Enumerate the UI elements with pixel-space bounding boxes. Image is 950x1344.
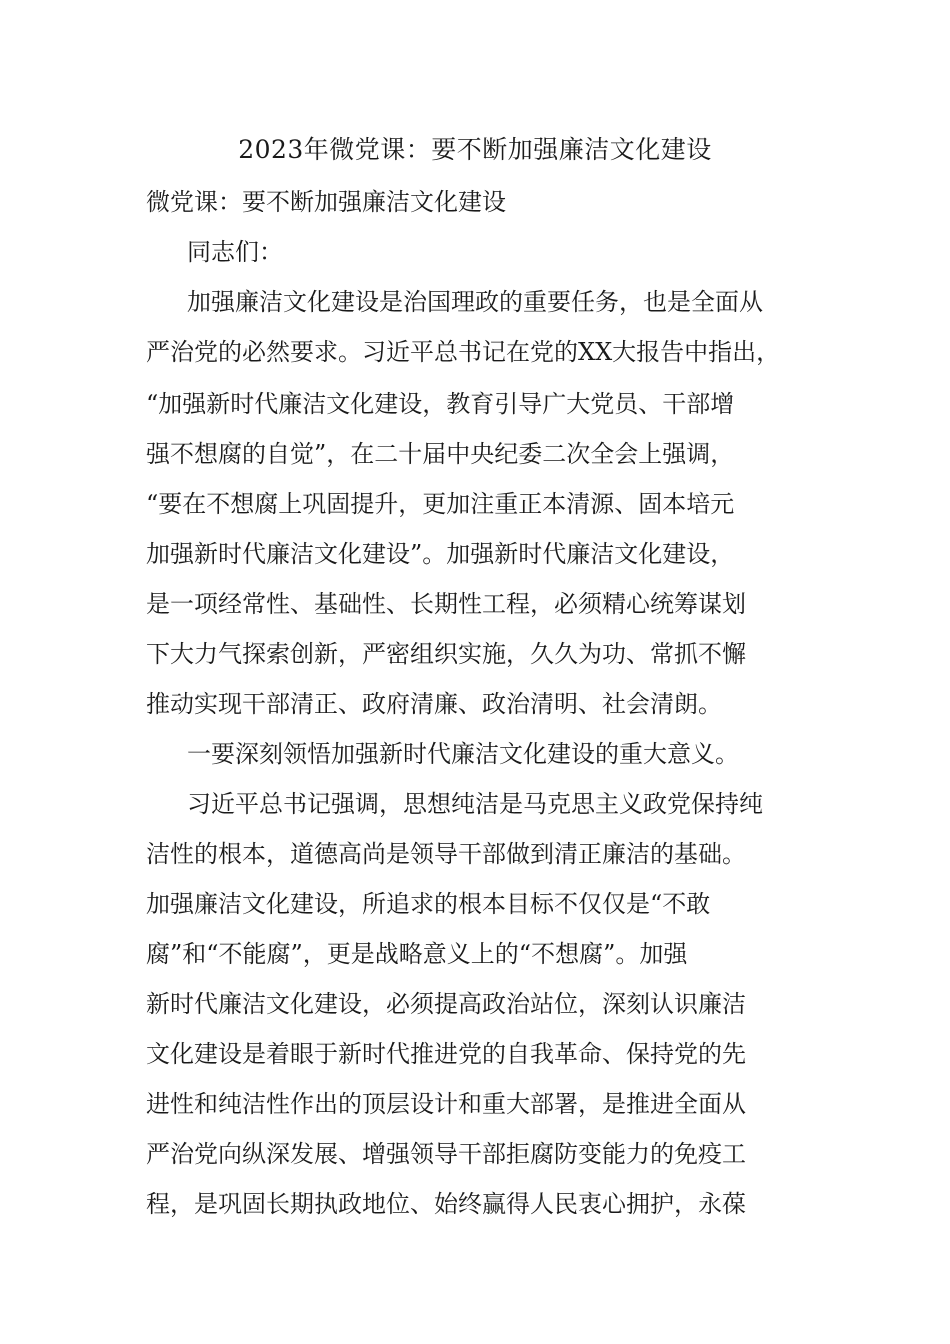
paragraph-line: “要在不想腐上巩固提升，更加注重正本清源、固本培元 xyxy=(146,490,735,518)
paragraph-line: 程，是巩固长期执政地位、始终赢得人民衷心拥护，永葆 xyxy=(146,1190,746,1218)
paragraph-line: 加强廉洁文化建设，所追求的根本目标不仅仅是“不敢 xyxy=(146,890,711,918)
paragraph-line: 推动实现干部清正、政府清廉、政治清明、社会清朗。 xyxy=(146,690,722,718)
paragraph-line: 同志们： xyxy=(187,238,283,266)
paragraph-line: 进性和纯洁性作出的顶层设计和重大部署，是推进全面从 xyxy=(146,1090,746,1118)
paragraph-line: 强不想腐的自觉”，在二十届中央纪委二次全会上强调， xyxy=(146,440,735,468)
paragraph-line: 新时代廉洁文化建设，必须提高政治站位，深刻认识廉洁 xyxy=(146,990,746,1018)
paragraph-line: 洁性的根本，道德高尚是领导干部做到清正廉洁的基础。 xyxy=(146,840,746,868)
document-subtitle: 微党课：要不断加强廉洁文化建设 xyxy=(146,188,506,216)
paragraph-line: “加强新时代廉洁文化建设，教育引导广大党员、干部增 xyxy=(146,390,735,418)
document-title: 2023年微党课：要不断加强廉洁文化建设 xyxy=(238,135,712,164)
paragraph-line: 文化建设是着眼于新时代推进党的自我革命、保持党的先 xyxy=(146,1040,746,1068)
paragraph-line: 下大力气探索创新，严密组织实施，久久为功、常抓不懈 xyxy=(146,640,746,668)
paragraph-line: 加强廉洁文化建设是治国理政的重要任务，也是全面从 xyxy=(187,288,763,316)
section-heading: 一要深刻领悟加强新时代廉洁文化建设的重大意义。 xyxy=(187,740,739,768)
paragraph-line: 腐”和“不能腐”，更是战略意义上的“不想腐”。加强 xyxy=(146,940,688,968)
paragraph-line: 是一项经常性、基础性、长期性工程，必须精心统筹谋划 xyxy=(146,590,746,618)
paragraph-line: 习近平总书记强调，思想纯洁是马克思主义政党保持纯 xyxy=(187,790,763,818)
paragraph-line: 严治党的必然要求。习近平总书记在党的XX大报告中指出， xyxy=(146,338,781,366)
paragraph-line: 加强新时代廉洁文化建设”。加强新时代廉洁文化建设， xyxy=(146,540,735,568)
paragraph-line: 严治党向纵深发展、增强领导干部拒腐防变能力的免疫工 xyxy=(146,1140,746,1168)
